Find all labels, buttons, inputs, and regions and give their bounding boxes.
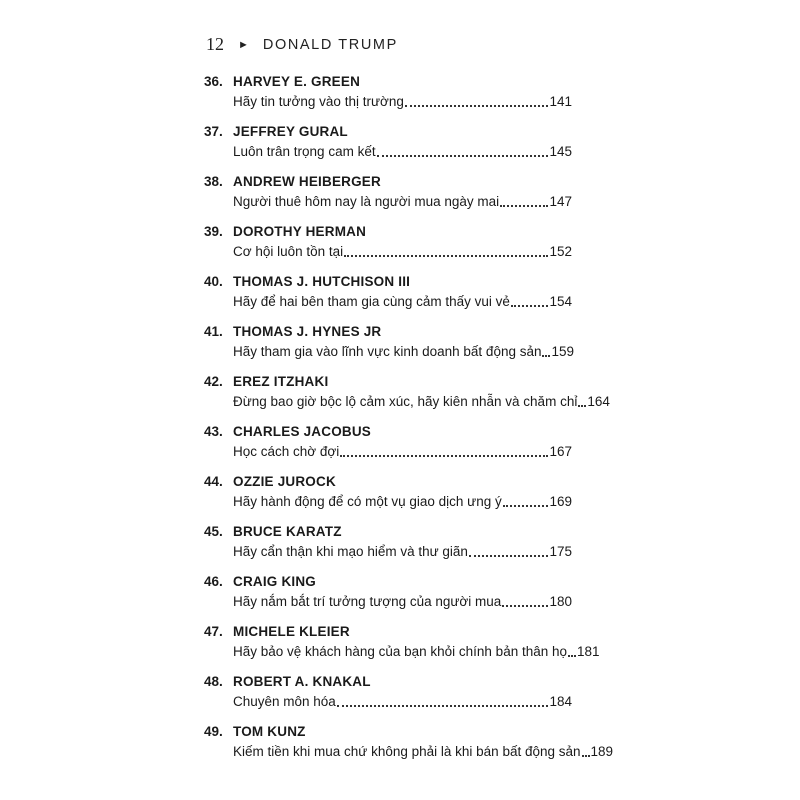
- entry-chapter-title: Hãy tin tưởng vào thị trường: [233, 94, 404, 109]
- running-title: DONALD TRUMP: [262, 36, 398, 53]
- entry-number: 47.: [204, 624, 223, 639]
- toc-entry[interactable]: [204, 572, 572, 622]
- entry-page-number: 159: [551, 344, 575, 359]
- dot-leader: [340, 455, 548, 457]
- arrow-right-icon: ►: [238, 38, 249, 51]
- entry-page-number: 167: [549, 444, 572, 459]
- entry-author: BRUCE KARATZ: [233, 524, 342, 539]
- dot-leader: [542, 355, 550, 357]
- toc-entry[interactable]: [204, 72, 572, 122]
- entry-page-number: 147: [549, 194, 572, 209]
- entry-author: DOROTHY HERMAN: [233, 224, 367, 239]
- page-header: [206, 34, 398, 55]
- entry-author: ROBERT A. KNAKAL: [233, 674, 371, 689]
- entry-chapter-title: Kiếm tiền khi mua chứ không phải là khi bán bất động sản: [233, 744, 581, 759]
- table-of-contents: [204, 72, 614, 772]
- dot-leader: [405, 105, 549, 107]
- entry-page-number: 181: [577, 644, 600, 659]
- dot-leader: [469, 555, 549, 557]
- entry-chapter-title: Hãy để hai bên tham gia cùng cảm thấy vui vẻ: [233, 294, 510, 309]
- entry-author: ANDREW HEIBERGER: [233, 174, 381, 189]
- entry-number: 40.: [204, 274, 223, 289]
- dot-leader: [568, 655, 576, 657]
- dot-leader: [582, 755, 590, 757]
- entry-page-number: 152: [549, 244, 572, 259]
- entry-author: OZZIE JUROCK: [233, 474, 336, 489]
- entry-number: 46.: [204, 574, 223, 589]
- entry-number: 36.: [204, 74, 223, 89]
- entry-chapter-title: Chuyên môn hóa: [233, 694, 336, 709]
- toc-entry[interactable]: [204, 622, 600, 672]
- toc-entry[interactable]: [204, 172, 572, 222]
- toc-entry[interactable]: [204, 222, 572, 272]
- entry-number: 38.: [204, 174, 223, 189]
- page-number: 12: [206, 34, 224, 54]
- entry-number: 43.: [204, 424, 223, 439]
- entry-number: 37.: [204, 124, 223, 139]
- entry-chapter-title: Đừng bao giờ bộc lộ cảm xúc, hãy kiên nhẫn và chăm chỉ: [233, 394, 578, 409]
- entry-author: CRAIG KING: [233, 574, 316, 589]
- dot-leader: [578, 405, 586, 407]
- toc-entry[interactable]: [204, 422, 572, 472]
- toc-entry[interactable]: [204, 672, 572, 722]
- entry-chapter-title: Hãy hành động để có một vụ giao dịch ưng ý: [233, 494, 502, 509]
- entry-number: 49.: [204, 724, 223, 739]
- entry-number: 45.: [204, 524, 223, 539]
- entry-number: 41.: [204, 324, 223, 339]
- entry-number: 44.: [204, 474, 223, 489]
- entry-author: THOMAS J. HYNES JR: [233, 324, 382, 339]
- entry-author: MICHELE KLEIER: [233, 624, 350, 639]
- entry-number: 39.: [204, 224, 223, 239]
- entry-page-number: 184: [549, 694, 572, 709]
- dot-leader: [377, 155, 549, 157]
- entry-chapter-title: Hãy bảo vệ khách hàng của bạn khỏi chính bản thân họ: [233, 644, 567, 659]
- entry-page-number: 154: [549, 294, 572, 309]
- entry-author: THOMAS J. HUTCHISON III: [233, 274, 411, 289]
- entry-chapter-title: Hãy tham gia vào lĩnh vực kinh doanh bất động sản: [233, 344, 542, 359]
- entry-page-number: 189: [590, 744, 614, 759]
- entry-chapter-title: Học cách chờ đợi: [233, 444, 340, 459]
- entry-author: JEFFREY GURAL: [233, 124, 348, 139]
- entry-author: HARVEY E. GREEN: [233, 74, 361, 89]
- toc-entry[interactable]: [204, 272, 572, 322]
- entry-number: 42.: [204, 374, 223, 389]
- dot-leader: [511, 305, 549, 307]
- entry-chapter-title: Người thuê hôm nay là người mua ngày mai: [233, 194, 500, 209]
- dot-leader: [337, 705, 549, 707]
- entry-page-number: 169: [549, 494, 572, 509]
- entry-author: TOM KUNZ: [233, 724, 306, 739]
- entry-page-number: 175: [549, 544, 572, 559]
- entry-chapter-title: Hãy nắm bắt trí tưởng tượng của người mua: [233, 594, 502, 609]
- entry-page-number: 164: [587, 394, 610, 409]
- toc-entry[interactable]: [204, 472, 572, 522]
- dot-leader: [502, 605, 548, 607]
- entry-chapter-title: Cơ hội luôn tồn tại: [233, 244, 344, 259]
- entry-author: CHARLES JACOBUS: [233, 424, 372, 439]
- toc-entry[interactable]: [204, 722, 614, 772]
- entry-page-number: 180: [549, 594, 572, 609]
- entry-chapter-title: Luôn trân trọng cam kết: [233, 144, 376, 159]
- toc-entry[interactable]: [204, 522, 572, 572]
- toc-entry[interactable]: [204, 122, 572, 172]
- toc-entry[interactable]: [204, 372, 610, 422]
- entry-author: EREZ ITZHAKI: [233, 374, 329, 389]
- toc-entry[interactable]: [204, 322, 575, 372]
- entry-chapter-title: Hãy cẩn thận khi mạo hiểm và thư giãn: [233, 544, 468, 559]
- dot-leader: [344, 255, 548, 257]
- dot-leader: [503, 505, 549, 507]
- entry-page-number: 141: [549, 94, 572, 109]
- dot-leader: [500, 205, 548, 207]
- entry-page-number: 145: [549, 144, 572, 159]
- entry-number: 48.: [204, 674, 223, 689]
